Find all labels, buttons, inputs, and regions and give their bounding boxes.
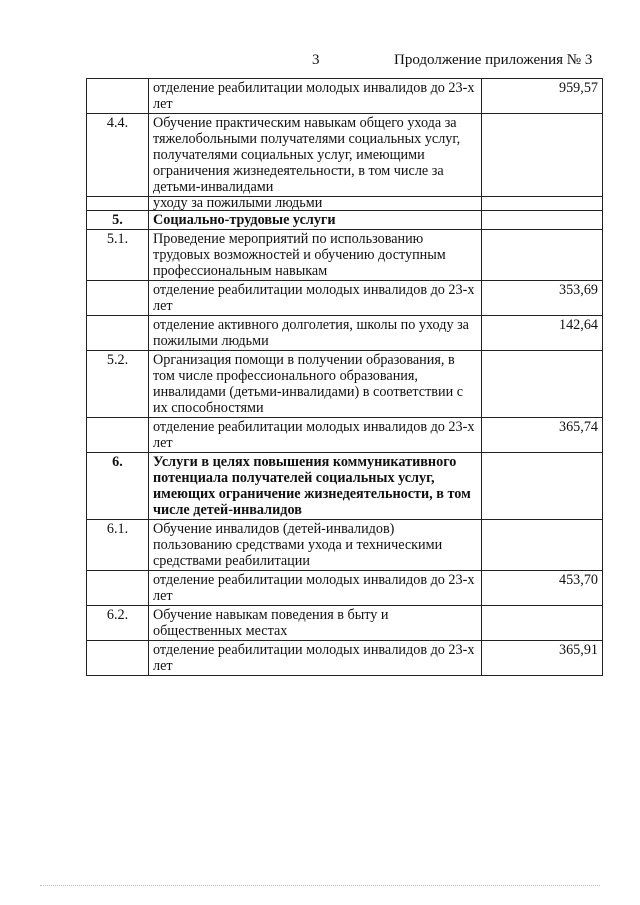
table-row — [87, 418, 603, 453]
service-name-cell: Обучение практическим навыкам общего ухода за тяжелобольными получателями социальных услуг, получателями социальных услуг, имеющими ограничения жизнедеятельности, в том числе за детьми-инвалидами — [149, 114, 482, 197]
table-row — [87, 211, 603, 230]
table-row — [87, 571, 603, 606]
service-name-cell: Обучение навыкам поведения в быту и общественных местах — [149, 606, 482, 641]
price-cell: 142,64 — [482, 316, 603, 351]
row-number-cell: 5. — [87, 211, 149, 230]
service-name-cell: Социально-трудовые услуги — [149, 211, 482, 230]
table-row — [87, 114, 603, 197]
price-cell — [482, 114, 603, 197]
row-number-cell — [87, 281, 149, 316]
services-table — [86, 78, 603, 676]
price-cell — [482, 197, 603, 211]
service-name-cell: Проведение мероприятий по использованию трудовых возможностей и обучению доступным профессиональным навыкам — [149, 230, 482, 281]
price-cell: 453,70 — [482, 571, 603, 606]
price-cell — [482, 453, 603, 520]
service-name-cell: отделение реабилитации молодых инвалидов до 23-х лет — [149, 641, 482, 676]
service-name-cell: отделение активного долголетия, школы по уходу за пожилыми людьми — [149, 316, 482, 351]
price-cell — [482, 606, 603, 641]
service-name-cell: отделение реабилитации молодых инвалидов до 23-х лет — [149, 418, 482, 453]
service-name-cell: уходу за пожилыми людьми — [149, 197, 482, 211]
row-number-cell — [87, 79, 149, 114]
price-cell — [482, 230, 603, 281]
row-number-cell: 5.1. — [87, 230, 149, 281]
scan-artifact-line — [40, 885, 600, 888]
table-row — [87, 641, 603, 676]
table-row — [87, 606, 603, 641]
row-number-cell — [87, 418, 149, 453]
table-row — [87, 520, 603, 571]
row-number-cell — [87, 571, 149, 606]
row-number-cell — [87, 641, 149, 676]
price-cell: 365,91 — [482, 641, 603, 676]
service-name-cell: отделение реабилитации молодых инвалидов до 23-х лет — [149, 281, 482, 316]
price-cell: 353,69 — [482, 281, 603, 316]
table-row — [87, 316, 603, 351]
table-row — [87, 281, 603, 316]
price-cell — [482, 351, 603, 418]
row-number-cell: 4.4. — [87, 114, 149, 197]
service-name-cell: Услуги в целях повышения коммуникативного потенциала получателей социальных услуг, имеющих ограничение жизнедеятельности, в том числе детей-инвалидов — [149, 453, 482, 520]
service-name-cell: отделение реабилитации молодых инвалидов до 23-х лет — [149, 79, 482, 114]
price-cell — [482, 520, 603, 571]
row-number-cell: 6. — [87, 453, 149, 520]
row-number-cell: 5.2. — [87, 351, 149, 418]
price-cell: 365,74 — [482, 418, 603, 453]
table-row — [87, 197, 603, 211]
table-row — [87, 453, 603, 520]
row-number-cell: 6.1. — [87, 520, 149, 571]
service-name-cell: Обучение инвалидов (детей-инвалидов) пользованию средствами ухода и техническими средствами реабилитации — [149, 520, 482, 571]
row-number-cell: 6.2. — [87, 606, 149, 641]
table-row — [87, 230, 603, 281]
price-cell: 959,57 — [482, 79, 603, 114]
table-row — [87, 79, 603, 114]
row-number-cell — [87, 197, 149, 211]
price-cell — [482, 211, 603, 230]
row-number-cell — [87, 316, 149, 351]
service-name-cell: Организация помощи в получении образования, в том числе профессионального образования, инвалидами (детьми-инвалидами) в соответствии с их способностями — [149, 351, 482, 418]
page-number: 3 — [312, 52, 320, 68]
continuation-label: Продолжение приложения № 3 — [394, 52, 593, 68]
table-row — [87, 351, 603, 418]
service-name-cell: отделение реабилитации молодых инвалидов до 23-х лет — [149, 571, 482, 606]
